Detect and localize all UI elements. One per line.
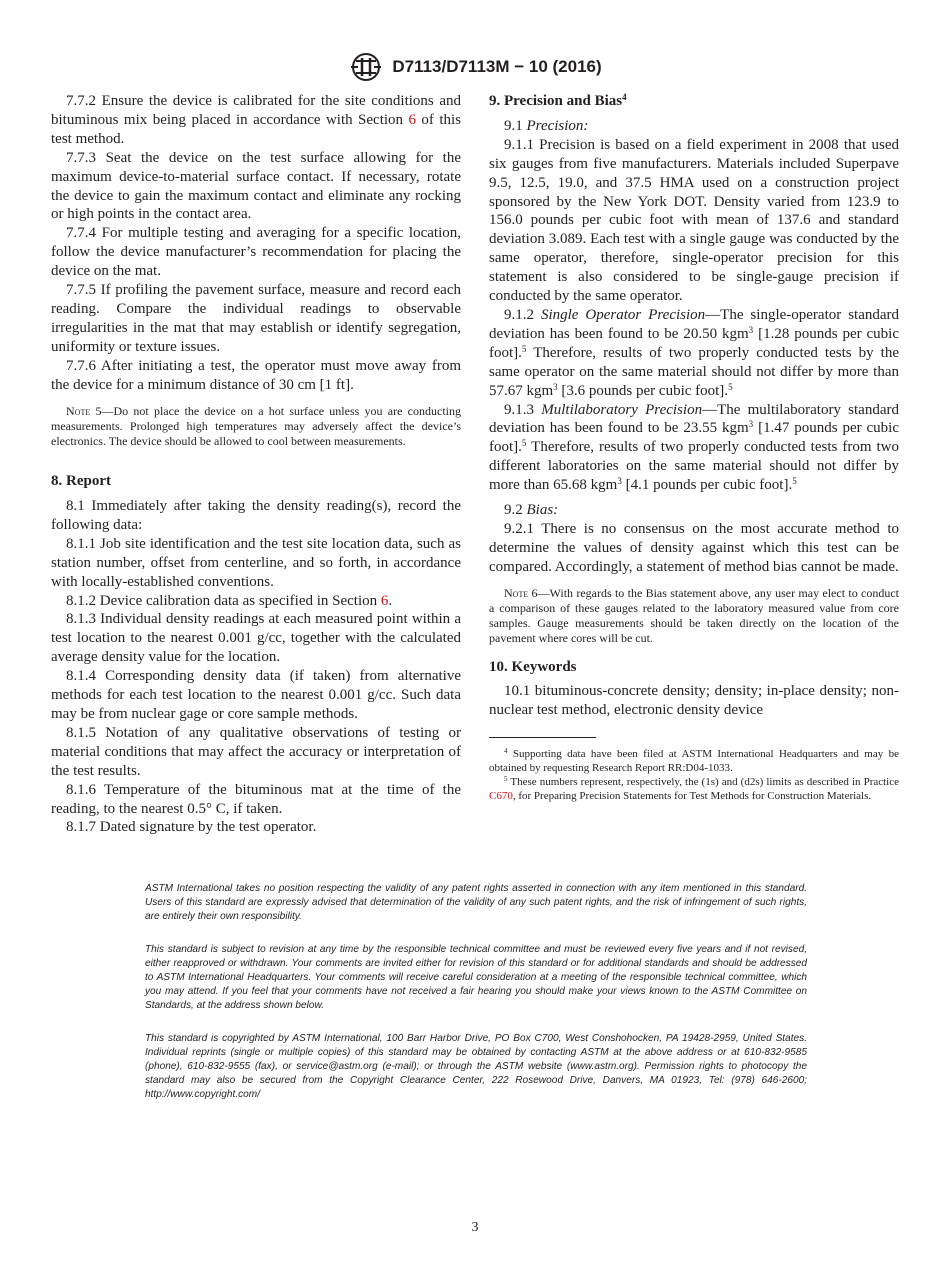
paragraph-9-2-1: 9.2.1 There is no consensus on the most accurate method to determine the values of density against which this test can be compared. Accordingly, a statement of method bias cannot be made. <box>489 520 899 575</box>
paragraph-7-7-2: 7.7.2 Ensure the device is calibrated for the site conditions and bituminous mix being placed in accordance with Section 6 of this test method. <box>51 93 462 147</box>
copyright-disclaimer: This standard is copyrighted by ASTM International, 100 Barr Harbor Drive, PO Box C700, West Conshohocken, PA 19428-2959, United States. Individual reprints (single or multiple copies) of this standard may be obtained by contacting ASTM at the above address or at 610-832-9585 (phone), 610-832-9555 (fax), or service@astm.org (e-mail); or through the ASTM website (www.astm.org). Permission rights to photocopy the standard may also be secured from the Copyright Clearance Center, 222 Rosewood Drive, Danvers, MA 01923, Tel: (978) 646-2600; http://www.copyright.com/ <box>145 1033 807 1100</box>
paragraph-7-7-6: 7.7.6 After initiating a test, the operator must move away from the device for a minimum distance of 30 cm [1 ft]. <box>51 357 461 393</box>
section-9-heading: 9. Precision and Bias$^4$ <box>489 92 627 109</box>
paragraph-10-1: 10.1 bituminous-concrete density; density; in-place density; non-nuclear test method, electronic density device <box>489 683 899 719</box>
section-6-link[interactable]: 6 <box>408 111 416 128</box>
paragraph-7-7-5: 7.7.5 If profiling the pavement surface, measure and record each reading. Compare the individual readings to observable irregularities in the mat that may establish or identify segregation, uniformity or texture issues. <box>51 282 461 355</box>
paragraph-7-7-4: 7.7.4 For multiple testing and averaging for a specific location, follow the device manufacturer’s recommendation for placing the device on the mat. <box>51 225 461 280</box>
footnote-5: $^5$ These numbers represent, respectively, the (1s) and (d2s) limits as described in Practice C670, for Preparing Precision Statements for Test Methods for Construction Materials. <box>489 775 899 803</box>
right-column <box>489 92 899 803</box>
paragraph-9-1-1: 9.1.1 Precision is based on a field experiment in 2008 that used six gauges from five manufacturers. Materials included Superpave 9.5, 12.5, 19.0, and 37.5 HMA used on a construction project sponsored by the New York DOT. Density varied from 123.9 to 156.0 pounds per cubic foot with mean of 137.6 and standard deviation 3.089. Each test with a single gauge was conducted by the same operator, therefore, single-operator precision for this statement is also considered to be single-gauge precision if conducted by the same operator. <box>489 136 899 305</box>
paragraph-8-1-6: 8.1.6 Temperature of the bituminous mat at the time of the reading, to the nearest 0.5° C, if taken. <box>51 781 461 817</box>
paragraph-8-1: 8.1 Immediately after taking the density reading(s), record the following data: <box>51 498 461 533</box>
section-6-link[interactable]: 6 <box>380 592 389 609</box>
paragraph-8-1-1: 8.1.1 Job site identification and the test site location data, such as station number, offset from centerline, and so forth, in accordance with locally-established conventions. <box>51 535 461 590</box>
paragraph-9-1-2: 9.1.2 Single Operator Precision—The single-operator standard deviation has been found to be 20.50 kgm$^3$ [1.28 pounds per cubic foot].$^5$ Therefore, results of two properly conducted tests by the same operator on the same material should not differ by more than 57.67 kgm$^3$ [3.6 pounds per cubic foot].$^5$ <box>489 306 900 399</box>
astm-logo-icon <box>348 52 384 82</box>
paragraph-8-1-2: 8.1.2 Device calibration data as specified in Section 6. <box>66 592 393 609</box>
paragraph-8-1-5: 8.1.5 Notation of any qualitative observations of testing or material conditions that may affect the accuracy or interpretation of the test results. <box>51 724 461 779</box>
paragraph-8-1-3: 8.1.3 Individual density readings at each measured point within a test location to the nearest 0.001 g/cc, together with the calculated average density value for the location. <box>51 611 461 666</box>
note-5: Note 5—Do not place the device on a hot surface unless you are conducting measurements. Prolonged high temperatures may adversely affect the device’s electronics. The device should be allowed to cool between measurements. <box>51 403 461 448</box>
patent-disclaimer: ASTM International takes no position respecting the validity of any patent rights asserted in connection with any item mentioned in this standard. Users of this standard are expressly advised that determination of the validity of any such patent rights, and the risk of infringement of such rights, are entirely their own responsibility. <box>145 883 807 922</box>
section-8-heading: 8. Report <box>51 473 111 490</box>
footnote-4: $^4$ Supporting data have been filed at ASTM International Headquarters and may be obtained by requesting Research Report RR:D04-1033. <box>489 747 899 775</box>
revision-disclaimer: This standard is subject to revision at any time by the responsible technical committee and must be reviewed every five years and if not revised, either reapproved or withdrawn. Your comments are invited either for revision of this standard or for additional standards and should be addressed to ASTM International Headquarters. Your comments will receive careful consideration at a meeting of the responsible technical committee, which you may attend. If you feel that your comments have not received a fair hearing you should make your views known to the ASTM Committee on Standards, at the address shown below. <box>145 944 807 1011</box>
note-6: Note 6—With regards to the Bias statement above, any user may elect to conduct a comparison of these gauges related to the laboratory measured value from core samples. Gauge measurements should be taken directly on the location of the pavement where cores will be cut. <box>489 585 899 646</box>
paragraph-8-1-7: 8.1.7 Dated signature by the test operator. <box>66 819 317 836</box>
footnote-ref-4[interactable]: 4 <box>622 92 627 102</box>
section-10-heading: 10. Keywords <box>489 659 577 676</box>
paragraph-9-1-3: 9.1.3 Multilaboratory Precision—The multilaboratory standard deviation has been found to be 23.55 kgm$^3$ [1.47 pounds per cubic foot].$^5$ Therefore, results of two properly conducted tests from two different laboratories on the same material should not differ by more than 65.68 kgm$^3$ [4.1 pounds per cubic foot].$^5$ <box>489 401 899 494</box>
footnote-divider <box>489 737 596 738</box>
page-number: 3 <box>471 1220 479 1235</box>
paragraph-9-2: 9.2 Bias: <box>504 502 559 519</box>
standard-id: D7113/D7113M − 10 (2016) <box>392 57 602 76</box>
paragraph-9-1: 9.1 Precision: <box>504 117 589 134</box>
paragraph-8-1-4: 8.1.4 Corresponding density data (if taken) from alternative methods for each test location to the nearest 0.001 g/cc. Such data may be from nuclear gage or core sample methods. <box>51 668 461 722</box>
paragraph-7-7-3: 7.7.3 Seat the device on the test surface allowing for the maximum device-to-material surface contact. If necessary, rotate the device to gain the maximum contact and eliminate any rocking or high points in the contact area. <box>51 149 461 223</box>
c670-link[interactable]: C670 <box>489 790 513 803</box>
left-column <box>51 92 461 837</box>
page-header <box>0 52 950 82</box>
